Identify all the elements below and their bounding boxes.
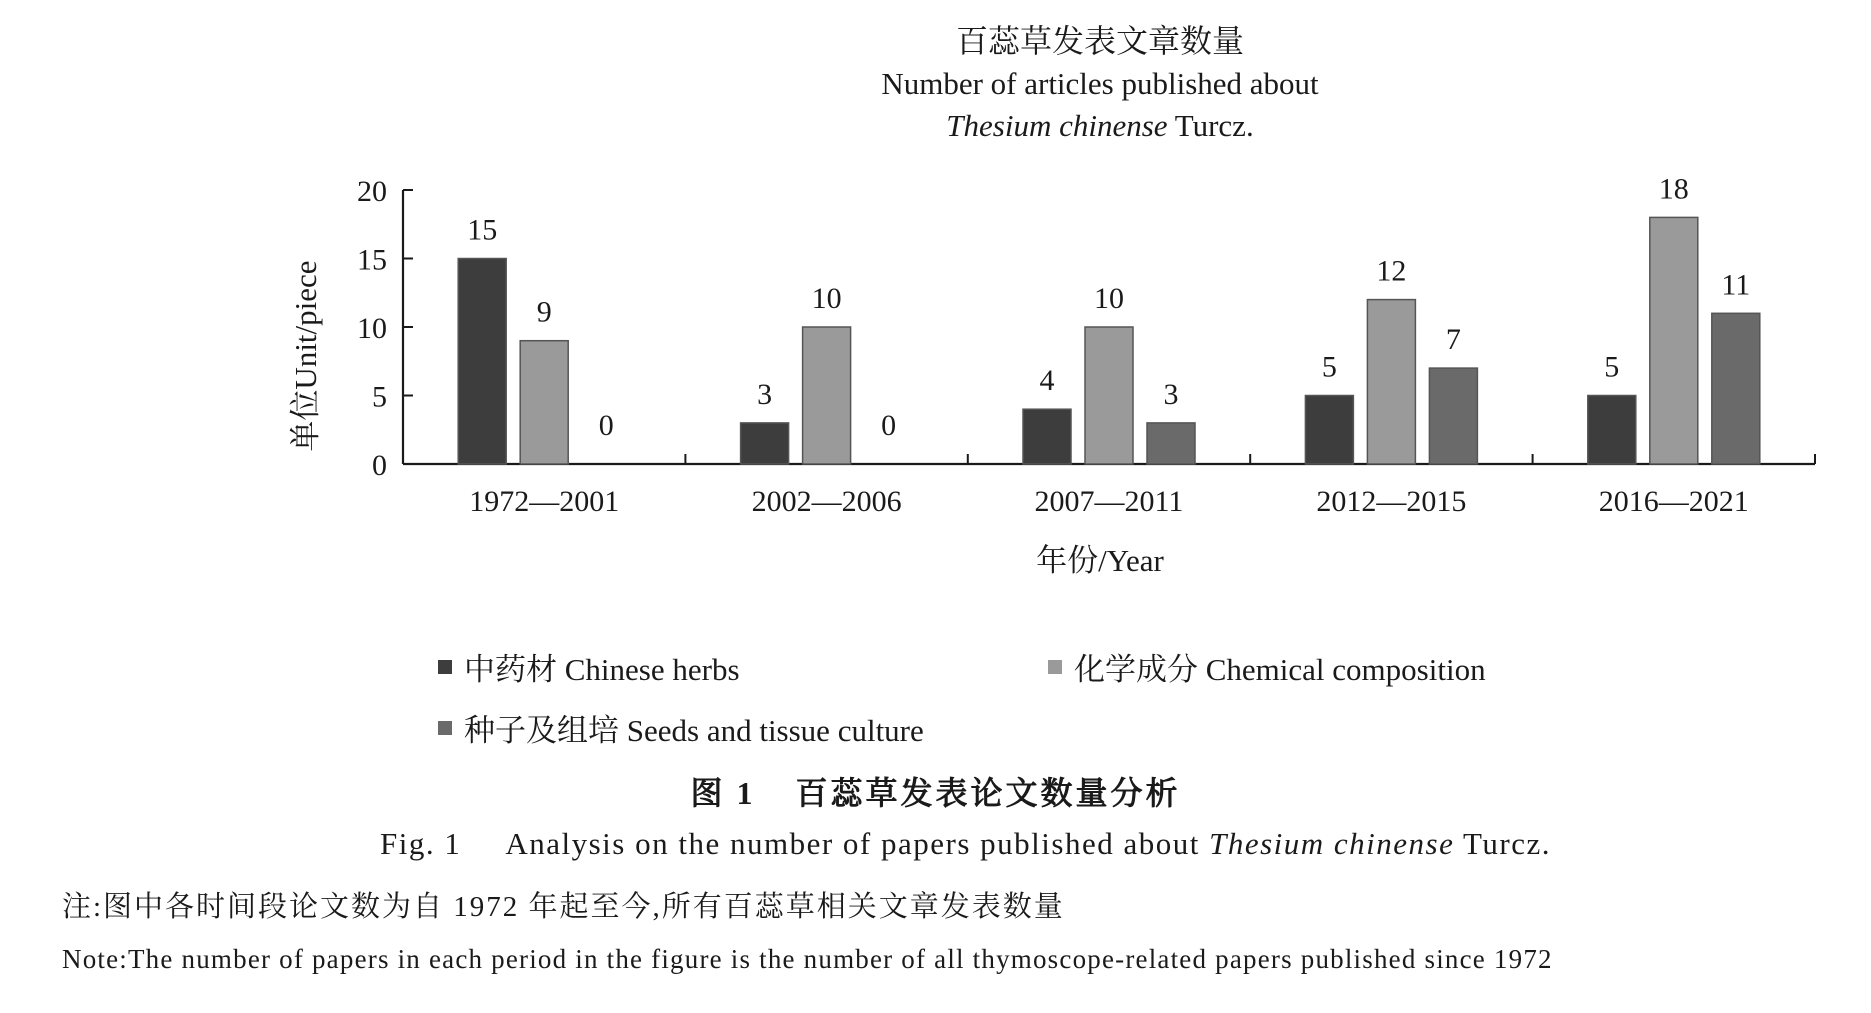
bar-series1-2016-2021 (1588, 396, 1636, 465)
bar-series3-2016-2021 (1712, 313, 1760, 464)
data-label-series3-2007-2011: 3 (1163, 377, 1179, 411)
bar-series1-2012-2015 (1305, 396, 1353, 465)
chart-title-species-line (946, 108, 1253, 143)
figure-title-author: Turcz. (1454, 826, 1551, 861)
data-label-series1-2012-2015: 5 (1321, 350, 1337, 384)
data-label-series3-1972-2001: 0 (598, 409, 614, 442)
data-label-series3-2016-2021: 11 (1721, 268, 1751, 302)
figure-number-cn: 图 1 (690, 775, 756, 811)
bar-series3-2012-2015 (1429, 368, 1477, 464)
bar-series1-2007-2011 (1023, 409, 1071, 464)
data-label-series2-1972-2001: 9 (536, 295, 552, 329)
note-en: Note:The number of papers in each period in the figure is the number of all thymoscope-related papers published since 1972 (62, 944, 1553, 974)
chart-title-species: Thesium chinense (946, 108, 1168, 143)
data-label-series1-2016-2021: 5 (1604, 350, 1620, 384)
x-tick-label-2012-2015: 2012—2015 (1316, 485, 1467, 518)
legend-item-chemical-composition (1048, 644, 1486, 689)
x-tick-label-2007-2011: 2007—2011 (1034, 485, 1184, 518)
bar-series2-2007-2011 (1085, 327, 1133, 464)
x-tick-label-1972-2001: 1972—2001 (469, 485, 620, 518)
x-tick-label-2002-2006: 2002—2006 (751, 485, 902, 518)
figure-title-cn: 百蕊草发表论文数量分析 (795, 775, 1181, 811)
y-tick-label-15: 15 (357, 243, 387, 277)
chart-title-en: Number of articles published about (881, 66, 1319, 101)
legend-label-chinese-herbs: 中药材 Chinese herbs (464, 652, 740, 687)
legend-label-chemical-composition: 化学成分 Chemical composition (1074, 652, 1486, 687)
legend-item-chinese-herbs (438, 644, 740, 689)
data-label-series1-2007-2011: 4 (1039, 364, 1055, 398)
y-tick-label-10: 10 (357, 312, 387, 345)
bar-series1-2002-2006 (741, 423, 789, 464)
data-label-series2-2002-2006: 10 (811, 282, 842, 315)
y-tick-label-20: 20 (357, 175, 387, 208)
y-axis-label: 单位Unit/piece (288, 260, 323, 452)
chart-title-cn: 百蕊草发表文章数量 (955, 23, 1245, 59)
bar-series2-2012-2015 (1367, 300, 1415, 464)
bar-series2-2016-2021 (1650, 217, 1698, 464)
data-label-series3-2012-2015: 7 (1445, 323, 1461, 357)
figure-caption-en (380, 826, 1551, 862)
bar-series1-1972-2001 (458, 259, 506, 465)
figure-title-species: Thesium chinense (1209, 826, 1455, 861)
bar-series2-2002-2006 (803, 327, 851, 464)
note-cn: 注:图中各时间段论文数为自 1972 年起至今,所有百蕊草相关文章发表数量 (62, 891, 1065, 923)
legend-swatch-chemical-composition (1048, 660, 1062, 674)
x-tick-label-2016-2021: 2016—2021 (1598, 485, 1749, 518)
figure-number-en: Fig. 1 (380, 826, 462, 861)
legend-item-seeds-tissue-culture (438, 705, 924, 750)
legend-label-seeds-tissue-culture: 种子及组培 Seeds and tissue culture (464, 713, 924, 748)
data-label-series2-2016-2021: 18 (1658, 172, 1689, 206)
data-label-series1-1972-2001: 15 (467, 213, 498, 247)
y-tick-label-5: 5 (372, 380, 387, 414)
x-axis-label: 年份/Year (1036, 543, 1164, 578)
plot-area (357, 172, 1815, 518)
data-label-series2-2012-2015: 12 (1376, 254, 1407, 288)
y-tick-label-0: 0 (372, 449, 387, 482)
data-label-series1-2002-2006: 3 (757, 377, 773, 411)
figure-caption-cn (0, 768, 1871, 814)
data-label-series2-2007-2011: 10 (1094, 282, 1124, 315)
data-label-series3-2002-2006: 0 (881, 409, 897, 442)
legend-swatch-seeds-tissue-culture (438, 721, 452, 735)
figure-title-en: Analysis on the number of papers published about (505, 826, 1210, 861)
legend-swatch-chinese-herbs (438, 660, 452, 674)
chart-title-author: Turcz. (1167, 108, 1254, 143)
bar-series2-1972-2001 (520, 341, 568, 464)
bar-series3-2007-2011 (1147, 423, 1195, 464)
